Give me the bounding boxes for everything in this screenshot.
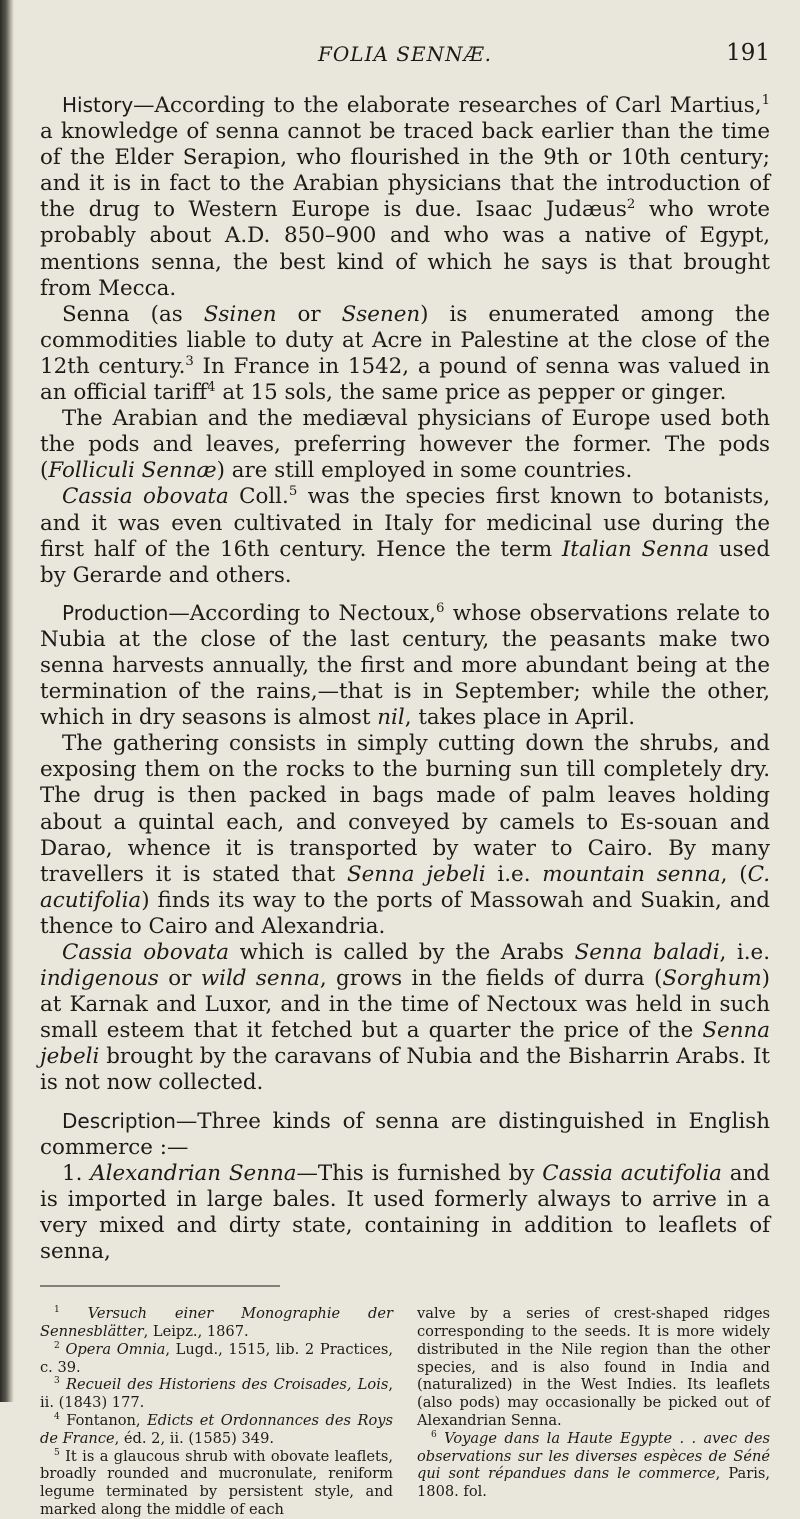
- text-run: a knowledge of senna cannot be traced back earlier than the time of the Elder Serapion, who flourished in the 9th or 10th century; and it is in fact to the Arabian physicians that the introduction of the drug to Western Europe is due. Isaac Judæus: [40, 119, 770, 223]
- text-run: ) finds its way to the ports of Massowah and Suakin, and thence to Cairo and Alexandria.: [40, 887, 770, 939]
- text-run: Three kinds of senna are distinguished in English commerce :—: [40, 1108, 770, 1160]
- footnote: [417, 1305, 770, 1430]
- text-run: ) are still employed in some countries.: [216, 458, 633, 484]
- text-run: It is a glaucous shrub with obovate leaflets, broadly rounded and mucronulate, reniform legume terminated by persistent style, and marked along the middle of each: [40, 1447, 393, 1518]
- text-run: i.e.: [485, 861, 543, 887]
- italic-text: Alexandrian Senna: [90, 1160, 297, 1186]
- body-text: [40, 92, 770, 1265]
- footnote-marker: 5: [288, 484, 298, 500]
- footnote: [40, 1412, 393, 1448]
- text-run: , Leipz., 1867.: [143, 1322, 249, 1340]
- footnote-marker: 4: [207, 379, 216, 395]
- text-run: According to Nectoux,: [189, 600, 436, 626]
- italic-text: mountain senna: [542, 861, 721, 887]
- text-run: or: [276, 301, 342, 327]
- italic-text: Recueil des Historiens des Croisades, Lois: [65, 1376, 389, 1394]
- text-run: brought by the caravans of Nubia and the Bisharrin Arabs. It is not now collected.: [40, 1044, 770, 1096]
- footnote-marker: 6: [431, 1429, 437, 1440]
- footnote: [417, 1430, 770, 1501]
- footnote-marker: 4: [54, 1412, 60, 1423]
- heading-dash: —: [168, 600, 190, 626]
- text-run: or: [158, 966, 201, 992]
- footnotes: [40, 1305, 770, 1519]
- text-run: ) at Karnak and Luxor, and in the time of Nectoux was held in such small esteem that it fetched but a quarter the price of the: [40, 966, 770, 1044]
- paragraph: [40, 302, 770, 406]
- italic-text: Senna baladi: [574, 940, 720, 965]
- footnote: [40, 1341, 393, 1377]
- italic-text: Ssinen: [203, 301, 277, 327]
- text-run: , Lugd., 1515, lib. 2 Practices, c. 39.: [40, 1340, 394, 1376]
- text-run: , i.e.: [719, 940, 770, 965]
- text-run: In France in 1542, a pound of senna was valued in an official tariff: [40, 353, 770, 406]
- book-page: [40, 36, 770, 1519]
- italic-text: Italian Senna: [561, 536, 710, 562]
- book-binding-edge: [0, 0, 14, 1402]
- footnote-marker: 3: [185, 353, 194, 369]
- paragraph: [40, 1161, 770, 1265]
- text-run: —This is furnished by: [296, 1160, 543, 1186]
- text-run: was the species first known to botanists, and it was even cultivated in Italy for medicinal use during the first half of the 16th century. Hence the term: [40, 484, 770, 562]
- paragraph: [40, 484, 770, 588]
- paragraph: [40, 92, 770, 302]
- text-run: Senna (as: [62, 301, 204, 327]
- footnote: [40, 1305, 393, 1341]
- text-run: , takes place in April.: [404, 705, 636, 731]
- italic-text: Voyage dans la Haute Egypte . . avec des observations sur les diverses espèces de Séné qui sont répandues dans le commerce: [417, 1429, 771, 1483]
- section-heading: Production: [62, 600, 169, 625]
- italic-text: Senna jebeli: [346, 861, 486, 887]
- footnote-marker: 1: [761, 92, 770, 108]
- paragraph: [40, 600, 770, 731]
- italic-text: Cassia obovata: [62, 940, 229, 965]
- text-run: who wrote probably about A.D. 850–900 and who was a native of Egypt, mentions senna, the best kind of which he says is that brought from Mecca.: [40, 197, 770, 301]
- text-run: whose observations relate to Nubia at the close of the last century, the peasants make two senna harvests annually, the first and more abundant being at the termination of the rains,—that is in September; while the other, which in dry seasons is almost: [40, 600, 770, 731]
- text-run: [60, 1305, 88, 1322]
- text-run: Coll.: [228, 484, 289, 510]
- paragraph: [40, 406, 770, 484]
- italic-text: Edicts et Ordonnances des Roys de France: [40, 1411, 393, 1447]
- italic-text: C. acutifolia: [40, 861, 770, 913]
- text-run: ) is enumerated among the commodities liable to duty at Acre in Palestine at the close of the 12th century.: [40, 301, 770, 379]
- text-run: at 15 sols, the same price as pepper or ginger.: [215, 380, 727, 406]
- italic-text: Sorghum: [662, 966, 762, 992]
- footnote-marker: 3: [54, 1376, 60, 1387]
- footnote: [40, 1448, 393, 1519]
- footnote-rule: [40, 1285, 280, 1287]
- text-run: and is imported in large bales. It used formerly always to arrive in a very mixed and dirty state, containing in addition to leaflets of senna,: [40, 1160, 770, 1265]
- running-head: [40, 36, 770, 70]
- italic-text: wild senna: [200, 966, 320, 992]
- text-run: , grows in the fields of durra (: [319, 966, 663, 992]
- italic-text: Cassia acutifolia: [542, 1160, 722, 1186]
- footnotes-right-column: [417, 1305, 770, 1519]
- italic-text: nil: [377, 705, 405, 731]
- heading-dash: —: [175, 1108, 198, 1134]
- text-run: The gathering consists in simply cutting down the shrubs, and exposing them on the rocks to the burning sun till completely dry. The drug is then packed in bags made of palm leaves holding about a quintal each, and conveyed by camels to Es-souan and Darao, whence it is transported by water to Cairo. By many travellers it is stated that: [40, 731, 770, 887]
- text-run: , ii. (1843) 177.: [40, 1376, 394, 1412]
- footnote: [40, 1376, 393, 1412]
- paragraph: [40, 1108, 770, 1161]
- text-run: [437, 1430, 444, 1447]
- footnote-marker: 2: [626, 197, 636, 213]
- footnotes-left-column: [40, 1305, 393, 1519]
- section-heading: History: [62, 93, 134, 117]
- italic-text: Opera Omnia: [65, 1340, 166, 1358]
- footnote-marker: 6: [435, 600, 445, 616]
- text-run: Fontanon,: [59, 1411, 148, 1429]
- italic-text: Ssenen: [341, 301, 421, 327]
- italic-text: Versuch einer Monographie der Sennesblätter: [40, 1305, 393, 1340]
- section-heading: Description: [62, 1108, 176, 1133]
- text-run: used by Gerarde and others.: [40, 536, 771, 588]
- italic-text: indigenous: [40, 966, 159, 992]
- text-run: , (: [720, 861, 748, 887]
- text-run: The Arabian and the mediæval physicians of Europe used both the pods and leaves, preferring however the former. The pods (: [40, 406, 770, 484]
- page-number: 191: [726, 40, 770, 66]
- heading-dash: —: [133, 93, 155, 118]
- text-run: , Paris, 1808. fol.: [417, 1465, 770, 1501]
- italic-text: Cassia obovata: [62, 484, 229, 510]
- footnote-marker: 5: [54, 1447, 60, 1458]
- italic-text: Folliculi Sennæ: [48, 458, 217, 484]
- text-run: 1.: [62, 1160, 91, 1186]
- text-run: valve by a series of crest-shaped ridges corresponding to the seeds. It is more widely distributed in the Nile region than the other species, and is also found in India and (naturalized) in the West Indies. Its leaflets (also pods) may occasionally be picked out of Alexandrian Senna.: [417, 1305, 770, 1429]
- text-run: which is called by the Arabs: [228, 940, 575, 965]
- footnote-marker: 1: [54, 1305, 60, 1316]
- italic-text: Senna jebeli: [40, 1018, 770, 1070]
- paragraph: [40, 731, 770, 940]
- footnote-marker: 2: [54, 1340, 60, 1351]
- paragraph: [40, 940, 770, 1097]
- text-run: According to the elaborate researches of Carl Martius,: [154, 93, 762, 118]
- running-title: FOLIA SENNÆ.: [318, 42, 492, 66]
- text-run: , éd. 2, ii. (1585) 349.: [114, 1429, 275, 1447]
